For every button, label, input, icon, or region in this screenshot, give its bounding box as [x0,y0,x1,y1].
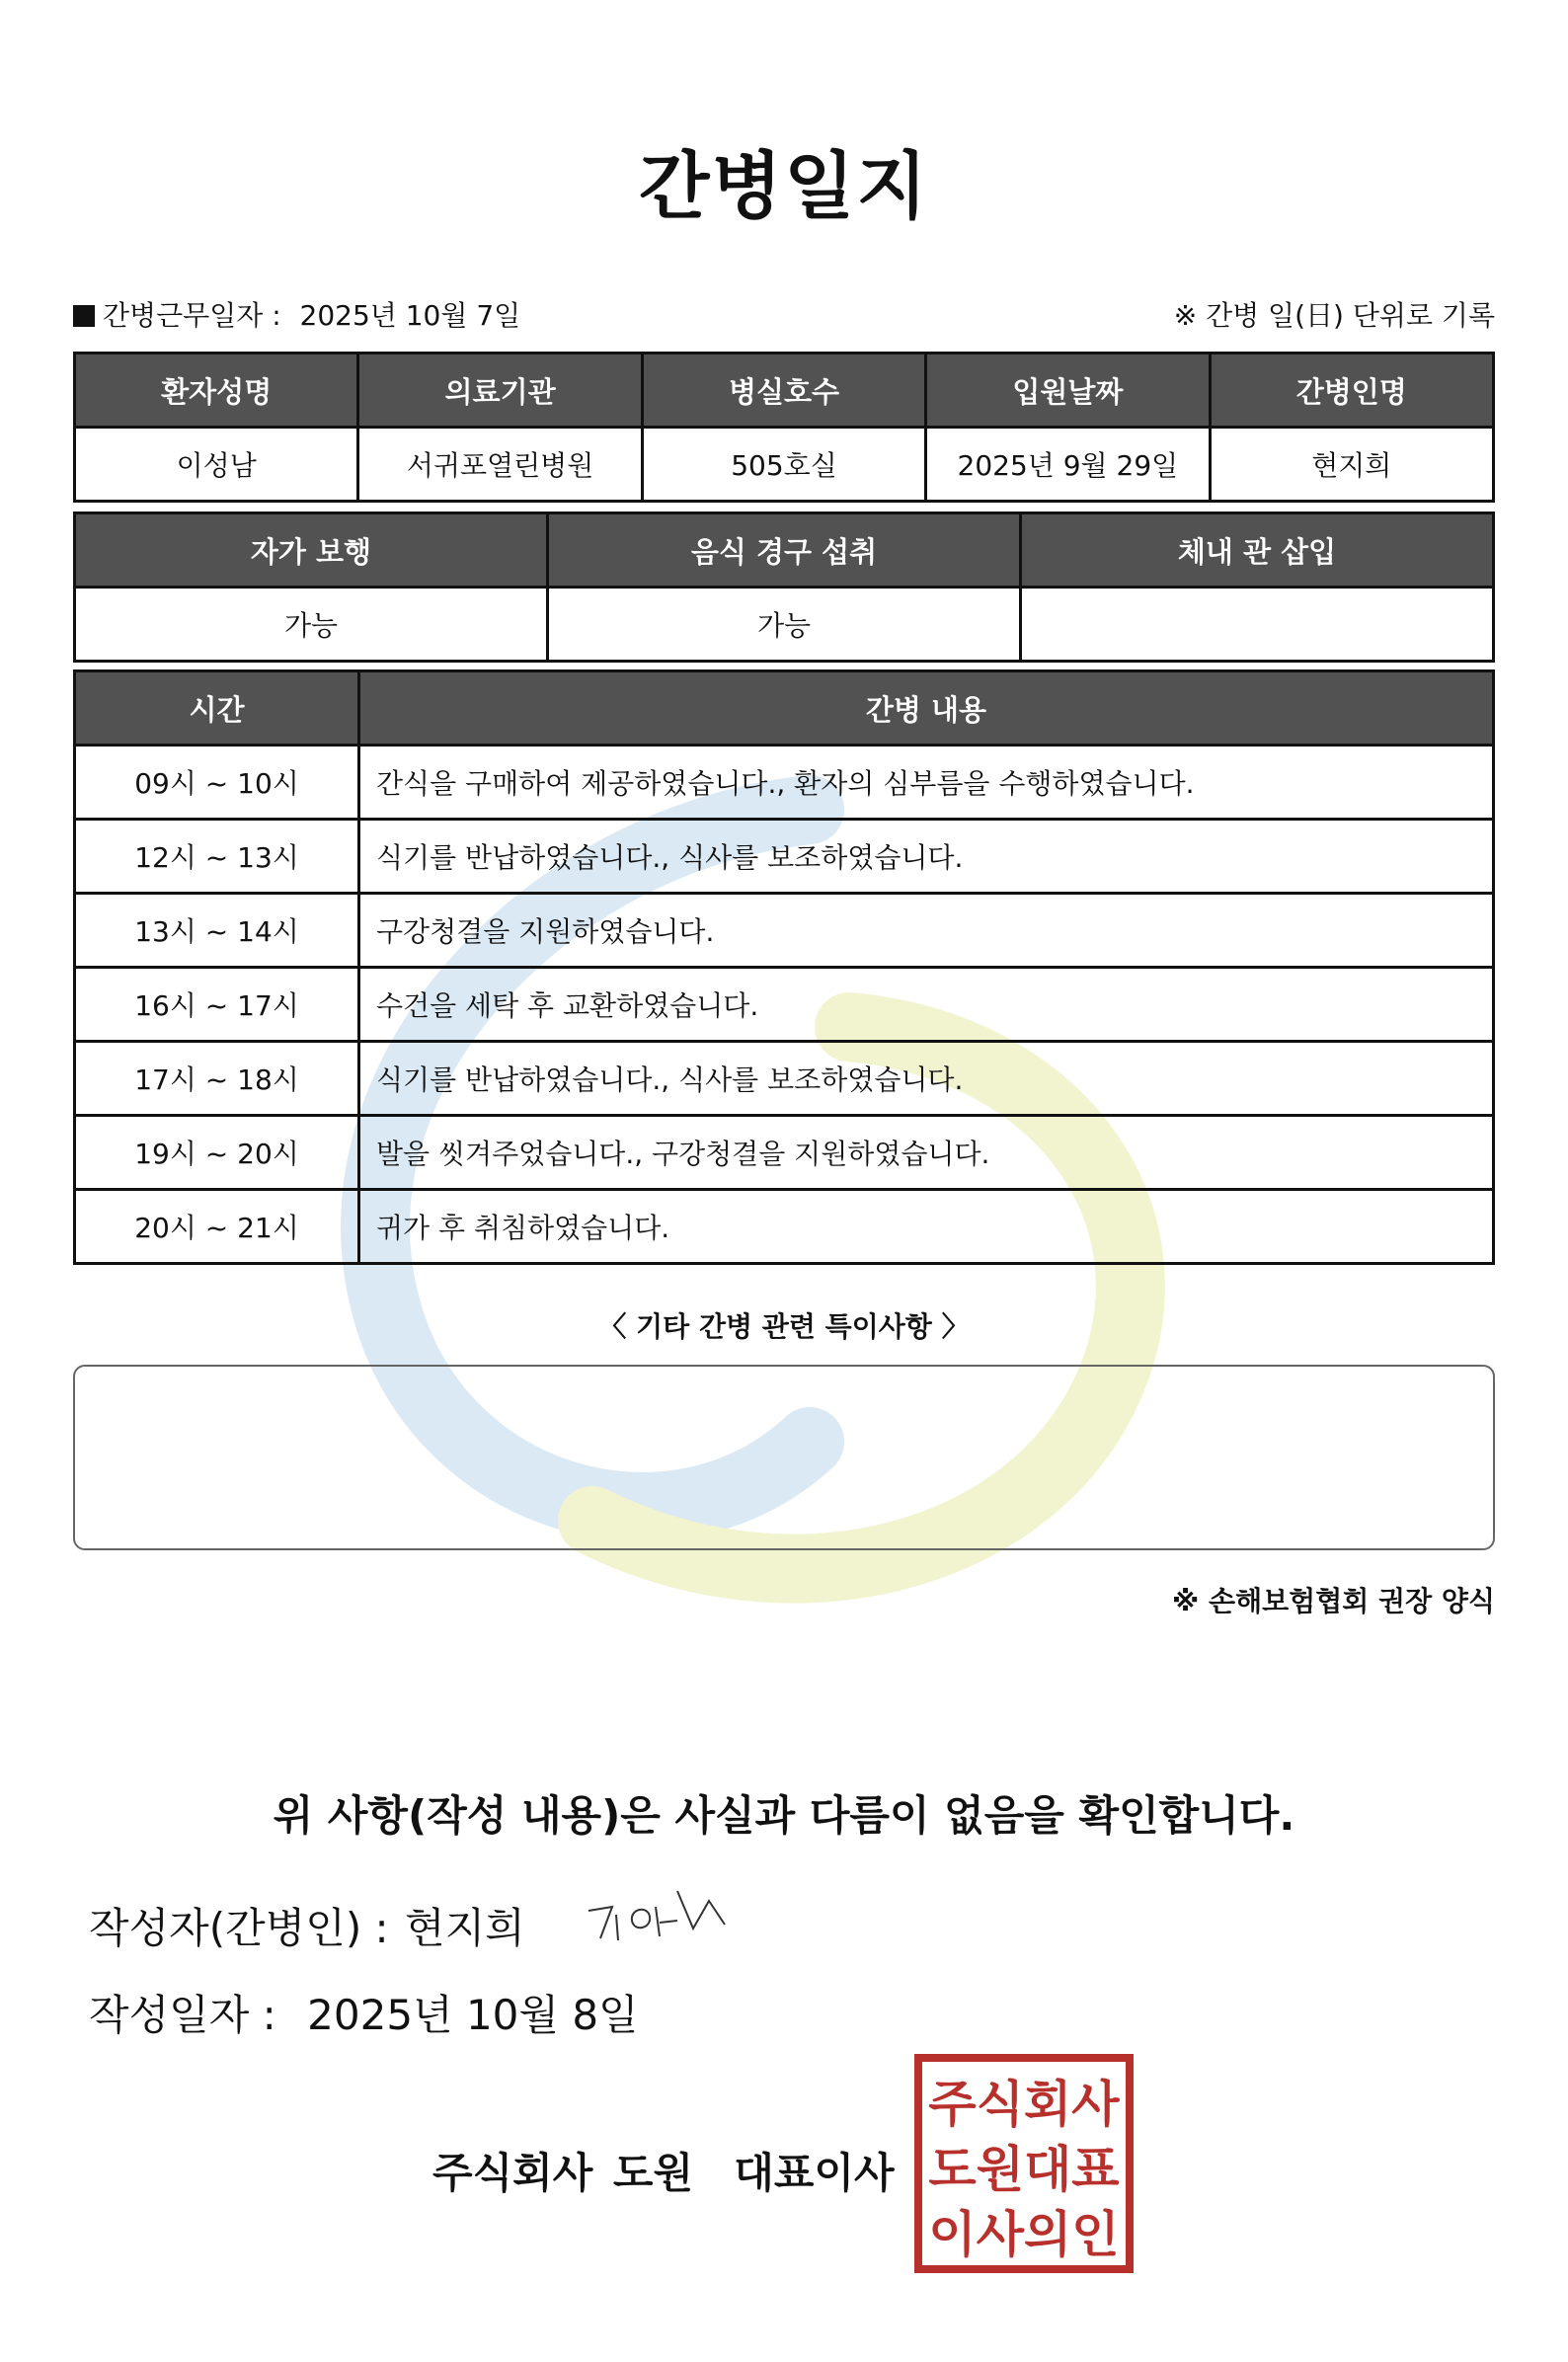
row-content: 식기를 반납하였습니다., 식사를 보조하였습니다. [359,820,1494,894]
row-time: 16시 ~ 17시 [75,968,359,1042]
row-time: 17시 ~ 18시 [75,1042,359,1116]
status-header-row [75,513,1494,588]
header-room: 병실호수 [642,354,925,428]
caregiver-name: 현지희 [1210,428,1493,502]
seal-line-2: 도원대표 [928,2141,1120,2198]
table-row [75,820,1494,894]
care-date-label: 간병근무일자 : [103,299,281,332]
row-content: 귀가 후 취침하였습니다. [359,1190,1494,1264]
tube-insertion-value [1021,588,1494,662]
row-content: 간식을 구매하여 제공하였습니다., 환자의 심부름을 수행하였습니다. [359,746,1494,820]
table-row [75,968,1494,1042]
remarks-box [73,1365,1495,1550]
write-date-label: 작성일자 : [89,1991,276,2039]
patient-info-table [73,352,1495,503]
handwritten-signature [583,1881,731,1950]
care-log-header-row [75,671,1494,746]
table-row [75,1190,1494,1264]
meta-row [73,294,1495,334]
patient-status-table [73,512,1495,663]
room-number: 505호실 [642,428,925,502]
row-time: 12시 ~ 13시 [75,820,359,894]
header-tube-insertion: 체내 관 삽입 [1021,513,1494,588]
row-time: 19시 ~ 20시 [75,1116,359,1190]
care-date [73,294,520,334]
writer-name: 현지희 [405,1904,525,1952]
company-name: 주식회사 도원 대표이사 [432,2149,895,2197]
record-note: ※ 간병 일(日) 단위로 기록 [1173,299,1495,332]
care-log-table [73,669,1495,1265]
remarks-title: 〈 기타 간병 관련 특이사항 〉 [598,1310,970,1343]
table-row [75,1042,1494,1116]
writer-line [89,1896,525,1955]
header-time: 시간 [75,671,359,746]
header-admission-date: 입원날짜 [926,354,1210,428]
row-content: 발을 씻겨주었습니다., 구강청결을 지원하였습니다. [359,1116,1494,1190]
writer-label: 작성자(간병인) : [89,1904,389,1952]
square-bullet-icon [73,305,95,327]
document-title: 간병일지 [639,144,929,229]
write-date-line [89,1983,639,2042]
header-care-content: 간병 내용 [359,671,1494,746]
seal-line-1: 주식회사 [928,2076,1120,2133]
self-walking-value: 가능 [75,588,548,662]
row-time: 20시 ~ 21시 [75,1190,359,1264]
row-content: 수건을 세탁 후 교환하였습니다. [359,968,1494,1042]
table-row [75,746,1494,820]
status-value-row [75,588,1494,662]
patient-name: 이성남 [75,428,358,502]
oral-intake-value: 가능 [548,588,1021,662]
patient-header-row [75,354,1494,428]
header-caregiver-name: 간병인명 [1210,354,1493,428]
row-content: 식기를 반납하였습니다., 식사를 보조하였습니다. [359,1042,1494,1116]
company-seal-stamp [914,2054,1134,2273]
confirmation-statement: 위 사항(작성 내용)은 사실과 다름이 없음을 확인합니다. [273,1791,1295,1840]
admission-date: 2025년 9월 29일 [926,428,1210,502]
table-row [75,894,1494,968]
row-content: 구강청결을 지원하였습니다. [359,894,1494,968]
header-self-walking: 자가 보행 [75,513,548,588]
hospital-name: 서귀포열린병원 [358,428,642,502]
recommend-note: ※ 손해보험협회 권장 양식 [1172,1585,1495,1617]
header-patient-name: 환자성명 [75,354,358,428]
care-date-value: 2025년 10월 7일 [299,299,521,332]
table-row [75,1116,1494,1190]
row-time: 09시 ~ 10시 [75,746,359,820]
seal-line-3: 이사의인 [928,2206,1120,2263]
write-date-value: 2025년 10월 8일 [307,1991,639,2039]
header-hospital: 의료기관 [358,354,642,428]
patient-value-row [75,428,1494,502]
header-oral-intake: 음식 경구 섭취 [548,513,1021,588]
row-time: 13시 ~ 14시 [75,894,359,968]
